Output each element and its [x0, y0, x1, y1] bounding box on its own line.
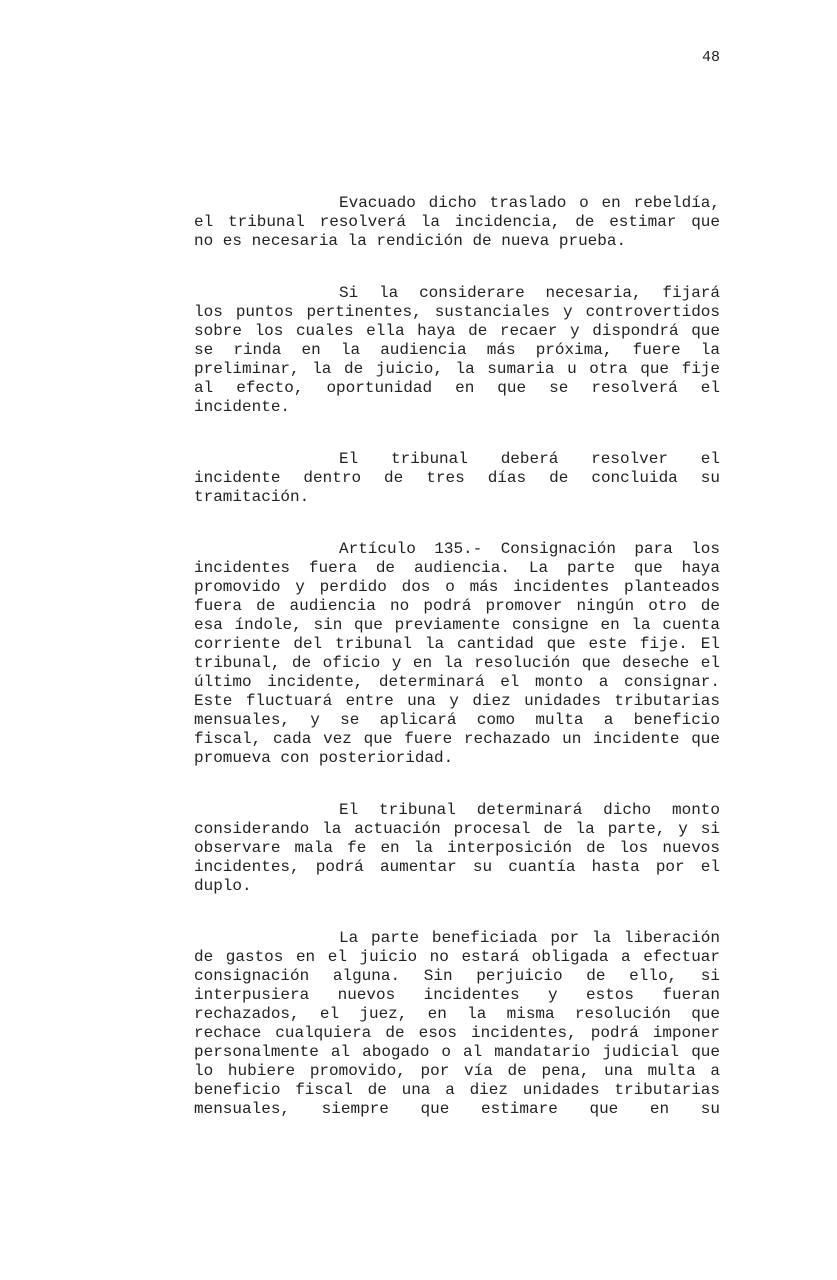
text-line: Evacuado dicho traslado o en rebeldía,: [339, 194, 720, 212]
text-line: preliminar, la de juicio, la sumaria u otra que fije: [194, 360, 720, 378]
text-line: corriente del tribunal la cantidad que este fije. El: [194, 635, 720, 653]
text-line: se rinda en la audiencia más próxima, fuere la: [194, 341, 720, 359]
text-line: fiscal, cada vez que fuere rechazado un incidente que: [194, 730, 720, 748]
text-line: mensuales, y se aplicará como multa a beneficio: [194, 711, 720, 729]
text-line: los puntos pertinentes, sustanciales y controvertidos: [194, 303, 720, 321]
document-body: [194, 194, 720, 1152]
text-line: promovido y perdido dos o más incidentes planteados: [194, 578, 720, 596]
text-line: considerando la actuación procesal de la parte, y si: [194, 820, 720, 838]
text-line: el tribunal resolverá la incidencia, de estimar que: [194, 213, 720, 231]
text-line: fuera de audiencia no podrá promover ningún otro de: [194, 597, 720, 615]
text-line: rechazados, el juez, en la misma resolución que: [194, 1005, 720, 1023]
text-line: La parte beneficiada por la liberación: [339, 929, 720, 947]
paragraph: [194, 929, 720, 1119]
text-line: duplo.: [194, 877, 252, 895]
text-line: incidente dentro de tres días de concluida su: [194, 469, 720, 487]
text-line: lo hubiere promovido, por vía de pena, una multa a: [194, 1062, 720, 1080]
text-line: tribunal, de oficio y en la resolución que deseche el: [194, 654, 720, 672]
text-line: observare mala fe en la interposición de los nuevos: [194, 839, 720, 857]
paragraph: [194, 284, 720, 417]
text-line: tramitación.: [194, 488, 310, 506]
paragraph: [194, 801, 720, 896]
text-line: personalmente al abogado o al mandatario judicial que: [194, 1043, 720, 1061]
text-line: interpusiera nuevos incidentes y estos fueran: [194, 986, 720, 1004]
text-line: sobre los cuales ella haya de recaer y dispondrá que: [194, 322, 720, 340]
text-line: de gastos en el juicio no estará obligada a efectuar: [194, 948, 720, 966]
text-line: no es necesaria la rendición de nueva prueba.: [194, 232, 627, 250]
text-line: incidentes, podrá aumentar su cuantía hasta por el: [194, 858, 720, 876]
text-line: El tribunal determinará dicho monto: [339, 801, 720, 819]
paragraph: [194, 194, 720, 251]
paragraph: [194, 450, 720, 507]
page-number: 48: [701, 49, 720, 66]
text-line: Este fluctuará entre una y diez unidades tributarias: [194, 692, 720, 710]
text-line: mensuales, siempre que estimare que en su: [194, 1100, 720, 1118]
text-line: El tribunal deberá resolver el: [339, 450, 720, 468]
text-line: incidente.: [194, 398, 291, 416]
text-line: esa índole, sin que previamente consigne en la cuenta: [194, 616, 720, 634]
text-line: promueva con posterioridad.: [194, 749, 454, 767]
paragraph: [194, 540, 720, 768]
text-line: al efecto, oportunidad en que se resolverá el: [194, 379, 720, 397]
text-line: Artículo 135.- Consignación para los: [339, 540, 720, 558]
text-line: beneficio fiscal de una a diez unidades tributarias: [194, 1081, 720, 1099]
text-line: incidentes fuera de audiencia. La parte que haya: [194, 559, 720, 577]
text-line: consignación alguna. Sin perjuicio de ello, si: [194, 967, 720, 985]
text-line: rechace cualquiera de esos incidentes, podrá imponer: [194, 1024, 720, 1042]
text-line: Si la considerare necesaria, fijará: [339, 284, 720, 302]
text-line: último incidente, determinará el monto a consignar.: [194, 673, 720, 691]
